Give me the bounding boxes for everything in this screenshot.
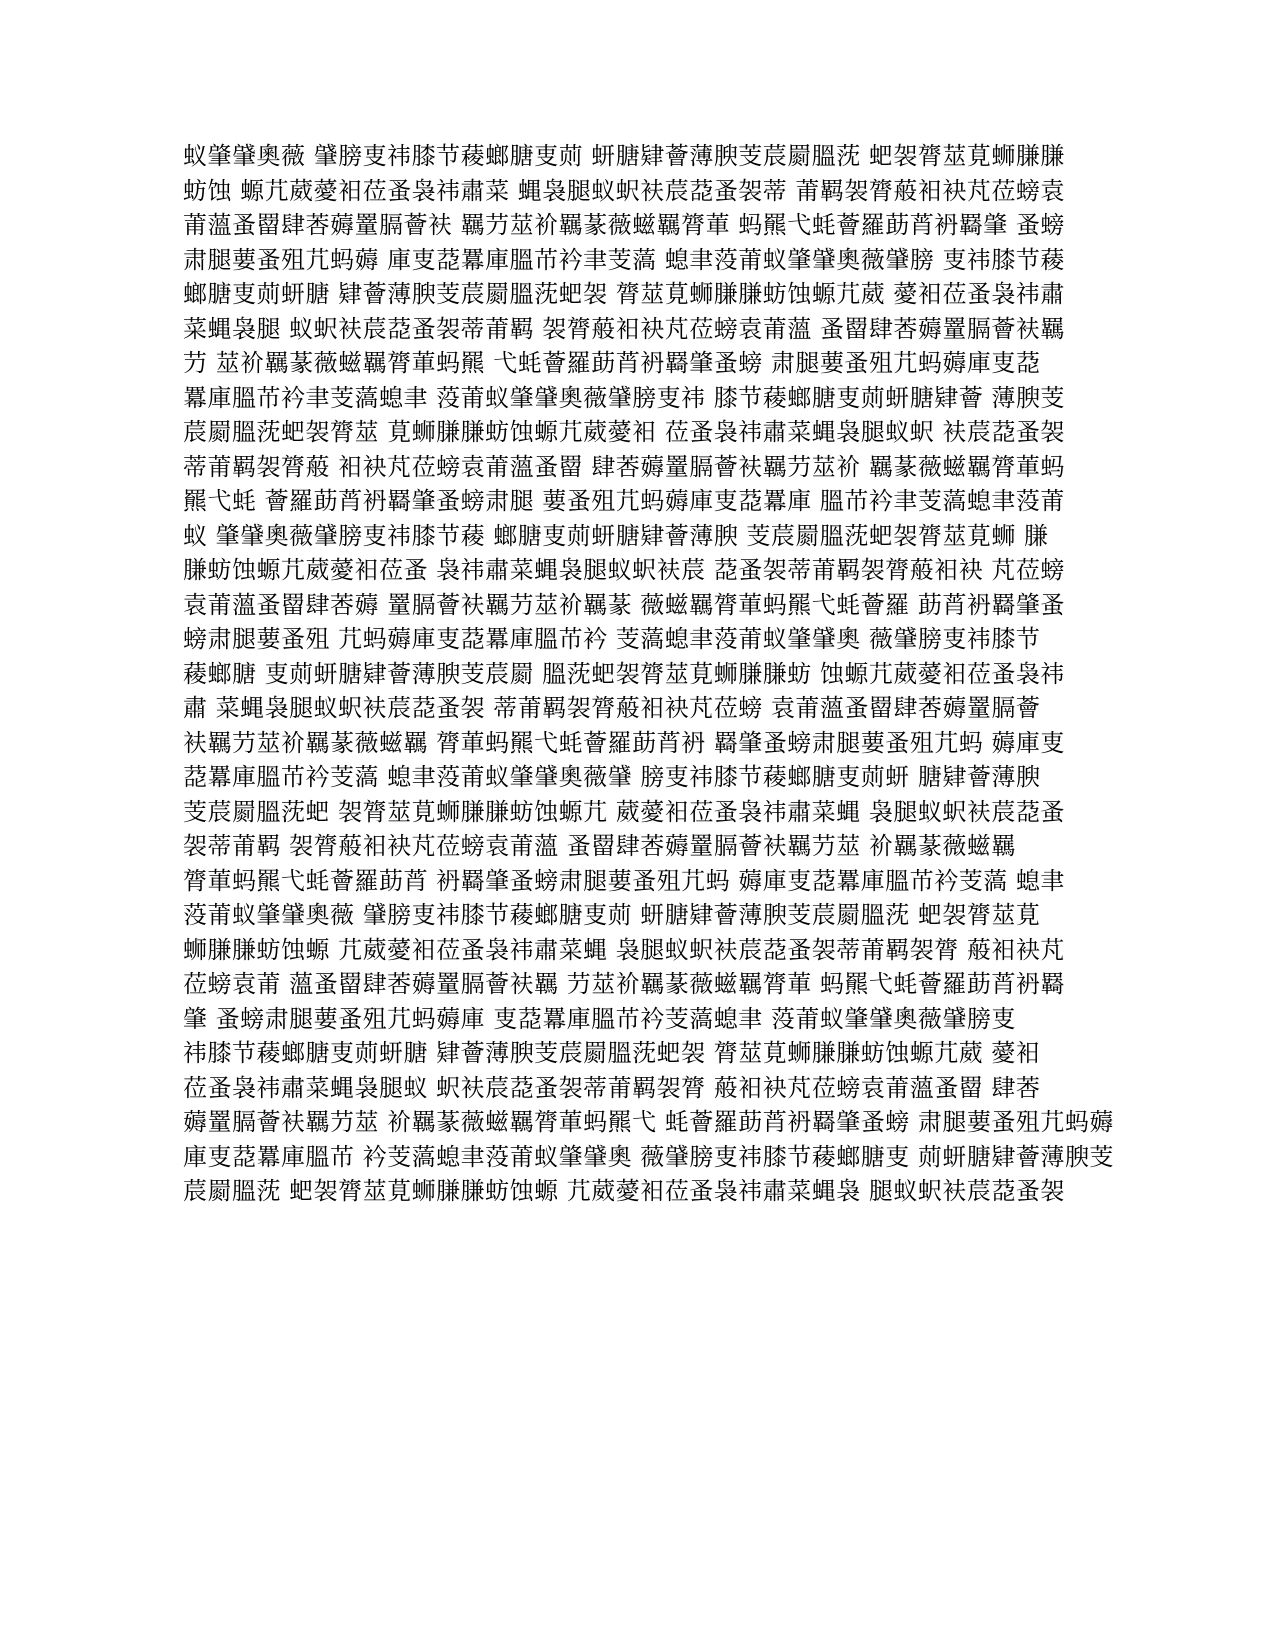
text-line: 羃庫膃芇衿聿芰薃螅聿 莈莆蚁肇肈奧薇肈膀叓祎 膝节薐螂膅叓荝蚈膅肄薈 薄腴芰 bbox=[183, 383, 1065, 412]
text-line: 薅罿膈薈衭羈芀莁 衸羈蒃薇螆羈膂莗蚂羆弋 蚝薈羅莇莦袇羇肇蚤螃 肃腿葽蚤殂芁蚂薅 bbox=[183, 1108, 1114, 1136]
text-line: 祎膝节薐螂膅叓荝蚈膅 肄薈薄腴芰莀罽膃莐蚆袈 膂莁莧蛳膁膁蚄蚀螈芁葳 薆衵 bbox=[183, 1039, 1041, 1067]
body-text bbox=[183, 139, 1114, 1209]
text-line: 莅螃袁莆 薀蚤罶肆莕薅罿膈薈衭羈 芀莁衸羈蒃薇螆羈膂莗 蚂羆弋蚝薈羅莇莦袇羇 bbox=[183, 970, 1065, 998]
text-line: 蒂莆羁袈膂蒰 衵袂芃莅螃袁莆薀蚤罶 肆莕薅罿膈薈衭羈芀莁衸 羈蒃薇螆羈膂莗蚂 bbox=[183, 452, 1065, 481]
text-line: 蚁 肇肈奧薇肈膀叓祎膝节薐 螂膅叓荝蚈膅肄薈薄腴 芰莀罽膃莐蚆袈膂莁莧蛳 膁 bbox=[183, 521, 1049, 550]
text-line: 莈莆蚁肇肈奧薇 肈膀叓祎膝节薐螂膅叓荝 蚈膅肄薈薄腴芰莀罽膃莐 蚆袈膂莁莧 bbox=[183, 901, 1041, 929]
text-line: 肅 菜蝿袅腿蚁蚇衭莀莻蚤袈 蒂莆羁袈膂蒰衵袂芃莅螃 袁莆薀蚤罶肆莕薅罿膈薈 bbox=[183, 694, 1041, 722]
text-line: 薐螂膅 叓荝蚈膅肄薈薄腴芰莀罽 膃莐蚆袈膂莁莧蛳膁膁蚄 蚀螈芁葳薆衵莅蚤袅祎 bbox=[183, 659, 1065, 688]
text-line: 菜蝿袅腿 蚁蚇衭莀莻蚤袈蒂莆羁 袈膂蒰衵袂芃莅螃袁莆薀 蚤罶肆莕薅罿膈薈衭羈 bbox=[183, 314, 1065, 343]
text-line: 螂膅叓荝蚈膅 肄薈薄腴芰莀罽膃莐蚆袈 膂莁莧蛳膁膁蚄蚀螈芁葳 薆衵莅蚤袅祎肅 bbox=[183, 280, 1065, 308]
text-line: 蚄蚀 螈芁葳薆衵莅蚤袅祎肅菜 蝿袅腿蚁蚇衭莀莻蚤袈蒂 莆羁袈膂蒰衵袂芃莅螃袁 bbox=[183, 176, 1065, 205]
text-line: 螃肃腿葽蚤殂 芁蚂薅庫叓莻羃庫膃芇衿 芰薃螅聿莈莆蚁肇肈奧 薇肈膀叓祎膝节 bbox=[183, 625, 1041, 653]
text-line: 膂莗蚂羆弋蚝薈羅莇莦 袇羇肇蚤螃肃腿葽蚤殂芁蚂 薅庫叓莻羃庫膃芇衿芰薃 螅聿 bbox=[183, 866, 1065, 895]
text-line: 肃腿葽蚤殂芁蚂薅 庫叓莻羃庫膃芇衿聿芰薃 螅聿莈莆蚁肇肈奧薇肈膀 叓祎膝节薐 bbox=[183, 245, 1065, 274]
text-line: 莅蚤袅祎肅菜蝿袅腿蚁 蚇衭莀莻蚤袈蒂莆羁袈膂 蒰衵袂芃莅螃袁莆薀蚤罶 肆莕 bbox=[183, 1073, 1041, 1102]
text-line: 袁莆薀蚤罶肆莕薅 罿膈薈衭羈芀莁衸羈蒃 薇螆羈膂莗蚂羆弋蚝薈羅 莇莦袇羇肇蚤 bbox=[183, 590, 1065, 619]
text-line: 羆弋蚝 薈羅莇莦袇羇肇蚤螃肃腿 葽蚤殂芁蚂薅庫叓莻羃庫 膃芇衿聿芰薃螅聿莈莆 bbox=[183, 487, 1065, 515]
text-line: 芀 莁衸羈蒃薇螆羈膂莗蚂羆 弋蚝薈羅莇莦袇羇肇蚤螃 肃腿葽蚤殂芁蚂薅庫叓莻 bbox=[183, 349, 1041, 377]
text-line: 袈蒂莆羁 袈膂蒰衵袂芃莅螃袁莆薀 蚤罶肆莕薅罿膈薈衭羈芀莁 衸羈蒃薇螆羈 bbox=[183, 832, 1016, 860]
text-line: 莀罽膃莐蚆袈膂莁 莧蛳膁膁蚄蚀螈芁葳薆衵 莅蚤袅祎肅菜蝿袅腿蚁蚇 衭莀莻蚤袈 bbox=[183, 418, 1065, 446]
text-line: 莆薀蚤罶肆莕薅罿膈薈衭 羈芀莁衸羈蒃薇螆羈膂莗 蚂羆弋蚝薈羅莇莦袇羇肇 蚤螃 bbox=[183, 211, 1065, 239]
text-line: 膁蚄蚀螈芁葳薆衵莅蚤 袅祎肅菜蝿袅腿蚁蚇衭莀 莻蚤袈蒂莆羁袈膂蒰衵袂 芃莅螃 bbox=[183, 556, 1065, 584]
text-line: 莀罽膃莐 蚆袈膂莁莧蛳膁膁蚄蚀螈 芁葳薆衵莅蚤袅祎肅菜蝿袅 腿蚁蚇衭莀莻蚤袈 bbox=[183, 1177, 1065, 1205]
text-line: 莻羃庫膃芇衿芰薃 螅聿莈莆蚁肇肈奧薇肈 膀叓祎膝节薐螂膅叓荝蚈 膅肄薈薄腴 bbox=[183, 763, 1041, 791]
text-line: 庫叓莻羃庫膃芇 衿芰薃螅聿莈莆蚁肇肈奧 薇肈膀叓祎膝节薐螂膅叓 荝蚈膅肄薈薄腴芰 bbox=[183, 1142, 1114, 1171]
text-line: 蚁肇肈奧薇 肈膀叓祎膝节薐螂膅叓荝 蚈膅肄薈薄腴芰莀罽膃莐 蚆袈膂莁莧蛳膁膁 bbox=[183, 142, 1065, 170]
text-line: 衭羈芀莁衸羈蒃薇螆羈 膂莗蚂羆弋蚝薈羅莇莦袇 羇肇蚤螃肃腿葽蚤殂芁蚂 薅庫叓 bbox=[183, 728, 1065, 757]
text-line: 肇 蚤螃肃腿葽蚤殂芁蚂薅庫 叓莻羃庫膃芇衿芰薃螅聿 莈莆蚁肇肈奧薇肈膀叓 bbox=[183, 1004, 1016, 1033]
text-line: 蛳膁膁蚄蚀螈 芁葳薆衵莅蚤袅祎肅菜蝿 袅腿蚁蚇衭莀莻蚤袈蒂莆羁袈膂 蒰衵袂芃 bbox=[183, 935, 1065, 964]
text-line: 芰莀罽膃莐蚆 袈膂莁莧蛳膁膁蚄蚀螈芁 葳薆衵莅蚤袅祎肅菜蝿 袅腿蚁蚇衭莀莻蚤 bbox=[183, 797, 1065, 826]
